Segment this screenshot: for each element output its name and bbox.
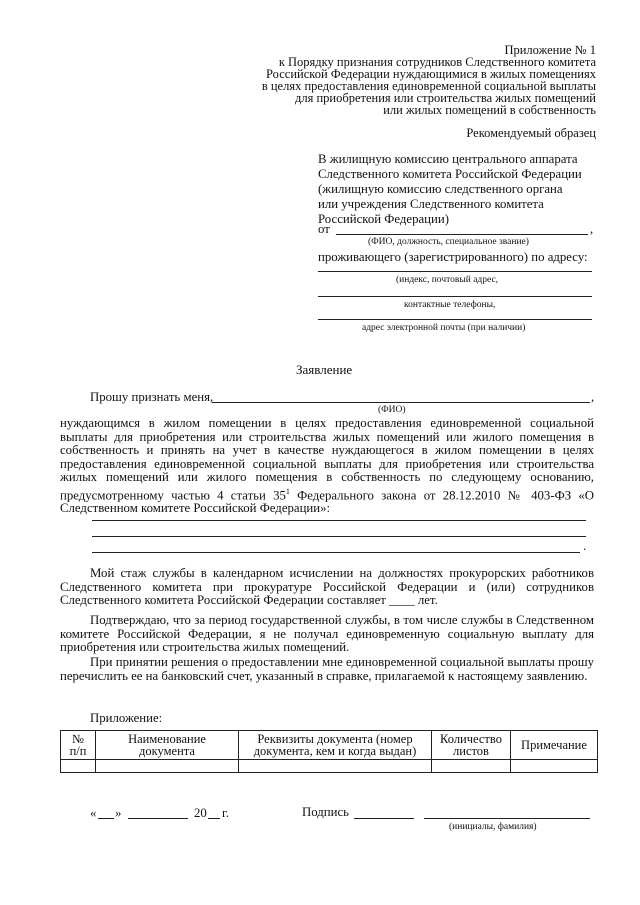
email-hint: адрес электронной почты (при наличии) xyxy=(362,323,526,333)
phones-hint: контактные телефоны, xyxy=(404,300,496,310)
request-body xyxy=(60,417,594,516)
applicant-fio-line[interactable] xyxy=(212,402,590,403)
appendix-line: для приобретения или строительства жилых помещений xyxy=(295,91,596,105)
appendix-line: или жилых помещений в собственность xyxy=(383,103,596,117)
date-month-line[interactable] xyxy=(128,818,188,819)
addressee-line: Российской Федерации) xyxy=(318,212,449,226)
residing-label: проживающего (зарегистрированного) по адресу: xyxy=(318,250,588,264)
service-text: Мой стаж службы в календарном исчислении на должностях прокурорских работников Следственного комитета при прокуратуре Российской Федерации и (или) сотрудников Следственного комитета Российской Федерации составляет ____ лет. xyxy=(60,566,594,607)
date-year-line[interactable] xyxy=(208,818,220,819)
from-comma: , xyxy=(590,222,594,236)
email-field-line[interactable] xyxy=(318,319,592,320)
header-cell-note: Примечание xyxy=(511,731,598,760)
appendix-header xyxy=(196,44,596,116)
addressee-line: Следственного комитета Российской Федерации xyxy=(318,167,582,181)
initials-line[interactable] xyxy=(424,818,590,819)
appendix-line: в целях предоставления единовременной социальной выплаты xyxy=(261,79,596,93)
appendix-number: Приложение № 1 xyxy=(504,43,596,57)
service-paragraph xyxy=(60,567,594,608)
basis-period: . xyxy=(583,539,587,553)
address-field-line[interactable] xyxy=(318,271,592,272)
sample-label: Рекомендуемый образец xyxy=(466,126,596,140)
from-field-line[interactable] xyxy=(336,234,588,235)
confirm-text: Подтверждаю, что за период государственной службы, в том числе службы в Следственном комитете Российской Федерации, я не получал единовременную социальную выплату для приобретения или строительства жилых помещений. xyxy=(60,613,594,654)
header-cell-details: Реквизиты документа (номер документа, кем и когда выдан) xyxy=(239,731,432,760)
header-cell-name: Наименование документа xyxy=(96,731,239,760)
addressee-line: (жилищную комиссию следственного органа xyxy=(318,182,563,196)
table-cell[interactable] xyxy=(96,760,239,773)
request-body-end: Федерального закона от 28.12.2010 № 403-ФЗ «О Следственном комитете Российской Федерации»: xyxy=(60,487,594,516)
table-cell[interactable] xyxy=(432,760,511,773)
address-hint: (индекс, почтовый адрес, xyxy=(396,275,499,285)
attachment-table xyxy=(60,730,598,773)
article-superscript: 1 xyxy=(285,486,290,496)
header-cell-number: № п/п xyxy=(61,731,96,760)
date-close-quote: » xyxy=(115,806,122,820)
basis-line-2[interactable] xyxy=(92,536,586,537)
addressee-line: В жилищную комиссию центрального аппарата xyxy=(318,152,578,166)
signature-label: Подпись xyxy=(302,805,349,819)
fio-position-hint: (ФИО, должность, специальное звание) xyxy=(368,237,529,247)
basis-line-1[interactable] xyxy=(92,520,586,521)
table-cell[interactable] xyxy=(511,760,598,773)
appendix-line: к Порядку признания сотрудников Следственного комитета xyxy=(278,55,596,69)
date-year-suffix: г. xyxy=(222,806,230,820)
request-lead: Прошу признать меня, xyxy=(90,390,214,404)
bank-text: При принятии решения о предоставлении мне единовременной социальной выплаты прошу перечислить ее на банковский счет, указанный в справке, прилагаемой к настоящему заявлению. xyxy=(60,655,594,683)
bank-paragraph xyxy=(60,656,594,683)
request-comma: , xyxy=(591,390,595,404)
document-title: Заявление xyxy=(296,362,353,377)
fio-hint: (ФИО) xyxy=(378,405,406,415)
attachment-label: Приложение: xyxy=(90,711,163,725)
from-label: от xyxy=(318,222,330,236)
table-row[interactable] xyxy=(61,760,598,773)
table-header-row xyxy=(61,731,598,760)
appendix-line: Российской Федерации нуждающимися в жилых помещениях xyxy=(266,67,596,81)
header-cell-sheets: Количество листов xyxy=(432,731,511,760)
initials-hint: (инициалы, фамилия) xyxy=(449,822,537,832)
date-year-prefix: 20 xyxy=(194,806,207,820)
table-cell[interactable] xyxy=(61,760,96,773)
basis-line-3[interactable] xyxy=(92,552,580,553)
confirm-paragraph xyxy=(60,614,594,655)
date-day-line[interactable] xyxy=(98,818,114,819)
request-body-text: нуждающимся в жилом помещении в целях предоставления единовременной социальной выплаты для приобретения или строительства жилых помещений или жилого помещения в собственность и принять на учет в качестве нуждающегося в жилом помещении в целях предоставления единовременной социальной выплаты для приобретения или строительства жилых помещений или жилого помещения в собственность по следующему основанию, предусмотренному частью 4 статьи 35 xyxy=(60,416,594,502)
phones-field-line[interactable] xyxy=(318,296,592,297)
signature-line[interactable] xyxy=(354,818,414,819)
table-cell[interactable] xyxy=(239,760,432,773)
date-open-quote: « xyxy=(90,806,97,820)
addressee-block xyxy=(318,152,582,227)
addressee-line: или учреждения Следственного комитета xyxy=(318,197,544,211)
